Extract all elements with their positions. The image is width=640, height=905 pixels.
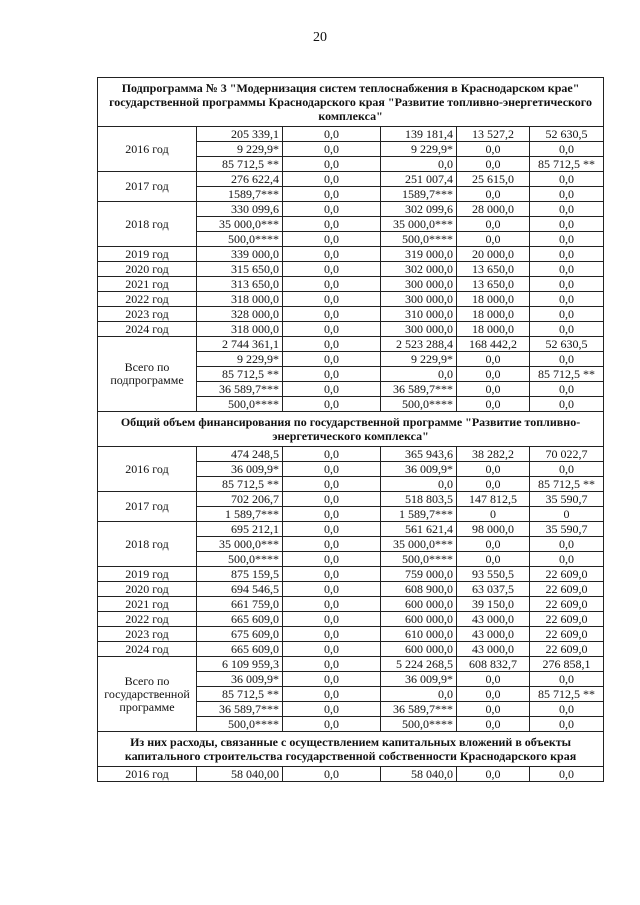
cell-extra-budgetary: 0,0 bbox=[530, 307, 604, 322]
cell-federal-budget: 0,0 bbox=[283, 307, 381, 322]
cell-total: 85 712,5 ** bbox=[197, 367, 283, 382]
cell-extra-budgetary: 0,0 bbox=[530, 277, 604, 292]
section-title: Из них расходы, связанные с осуществлением капитальных вложений в объекты капитального строительства государственной собственности Краснодарского края bbox=[98, 732, 604, 767]
section-header-row bbox=[98, 78, 604, 127]
table-row bbox=[98, 247, 604, 262]
table-row bbox=[98, 597, 604, 612]
cell-federal-budget: 0,0 bbox=[283, 397, 381, 412]
cell-local-budget: 0,0 bbox=[457, 157, 530, 172]
period-label: 2018 год bbox=[98, 202, 197, 247]
financing-table bbox=[97, 77, 604, 782]
cell-total: 85 712,5 ** bbox=[197, 687, 283, 702]
cell-extra-budgetary: 0,0 bbox=[530, 322, 604, 337]
cell-regional-budget: 518 803,5 bbox=[381, 492, 457, 507]
cell-regional-budget: 9 229,9* bbox=[381, 142, 457, 157]
section-title: Общий объем финансирования по государственной программе "Развитие топливно-энергетического комплекса" bbox=[98, 412, 604, 447]
cell-total: 500,0**** bbox=[197, 717, 283, 732]
cell-federal-budget: 0,0 bbox=[283, 247, 381, 262]
section-title: Подпрограмма № 3 "Модернизация систем теплоснабжения в Краснодарском крае" государственной программы Краснодарского края "Развитие топливно-энергетического комплекса" bbox=[98, 78, 604, 127]
period-label: 2022 год bbox=[98, 292, 197, 307]
cell-local-budget: 0,0 bbox=[457, 232, 530, 247]
period-label: 2024 год bbox=[98, 322, 197, 337]
cell-extra-budgetary: 0,0 bbox=[530, 672, 604, 687]
cell-regional-budget: 251 007,4 bbox=[381, 172, 457, 187]
table-row bbox=[98, 172, 604, 187]
cell-extra-budgetary: 0,0 bbox=[530, 292, 604, 307]
table-row bbox=[98, 642, 604, 657]
table-row bbox=[98, 627, 604, 642]
cell-local-budget: 18 000,0 bbox=[457, 322, 530, 337]
cell-extra-budgetary: 85 712,5 ** bbox=[530, 687, 604, 702]
cell-total: 694 546,5 bbox=[197, 582, 283, 597]
cell-extra-budgetary: 52 630,5 bbox=[530, 127, 604, 142]
cell-regional-budget: 759 000,0 bbox=[381, 567, 457, 582]
cell-regional-budget: 302 099,6 bbox=[381, 202, 457, 217]
cell-local-budget: 93 550,5 bbox=[457, 567, 530, 582]
cell-extra-budgetary: 0,0 bbox=[530, 397, 604, 412]
cell-total: 318 000,0 bbox=[197, 322, 283, 337]
cell-federal-budget: 0,0 bbox=[283, 627, 381, 642]
cell-federal-budget: 0,0 bbox=[283, 672, 381, 687]
cell-extra-budgetary: 85 712,5 ** bbox=[530, 157, 604, 172]
table-row bbox=[98, 307, 604, 322]
cell-federal-budget: 0,0 bbox=[283, 462, 381, 477]
period-label: 2021 год bbox=[98, 597, 197, 612]
cell-total: 36 009,9* bbox=[197, 672, 283, 687]
cell-extra-budgetary: 22 609,0 bbox=[530, 627, 604, 642]
cell-local-budget: 13 650,0 bbox=[457, 277, 530, 292]
cell-local-budget: 0,0 bbox=[457, 687, 530, 702]
cell-extra-budgetary: 0,0 bbox=[530, 172, 604, 187]
cell-total: 35 000,0*** bbox=[197, 537, 283, 552]
cell-regional-budget: 9 229,9* bbox=[381, 352, 457, 367]
cell-local-budget: 0,0 bbox=[457, 187, 530, 202]
cell-federal-budget: 0,0 bbox=[283, 367, 381, 382]
cell-extra-budgetary: 52 630,5 bbox=[530, 337, 604, 352]
cell-local-budget: 38 282,2 bbox=[457, 447, 530, 462]
cell-regional-budget: 500,0**** bbox=[381, 397, 457, 412]
cell-federal-budget: 0,0 bbox=[283, 337, 381, 352]
cell-total: 35 000,0*** bbox=[197, 217, 283, 232]
cell-regional-budget: 310 000,0 bbox=[381, 307, 457, 322]
cell-federal-budget: 0,0 bbox=[283, 142, 381, 157]
period-label: 2024 год bbox=[98, 642, 197, 657]
cell-federal-budget: 0,0 bbox=[283, 582, 381, 597]
cell-local-budget: 608 832,7 bbox=[457, 657, 530, 672]
cell-regional-budget: 139 181,4 bbox=[381, 127, 457, 142]
cell-total: 85 712,5 ** bbox=[197, 477, 283, 492]
cell-total: 36 589,7*** bbox=[197, 702, 283, 717]
period-label: 2016 год bbox=[98, 127, 197, 172]
cell-federal-budget: 0,0 bbox=[283, 447, 381, 462]
cell-total: 875 159,5 bbox=[197, 567, 283, 582]
cell-regional-budget: 35 000,0*** bbox=[381, 537, 457, 552]
cell-local-budget: 39 150,0 bbox=[457, 597, 530, 612]
cell-extra-budgetary: 0,0 bbox=[530, 352, 604, 367]
cell-total: 2 744 361,1 bbox=[197, 337, 283, 352]
cell-federal-budget: 0,0 bbox=[283, 612, 381, 627]
cell-local-budget: 25 615,0 bbox=[457, 172, 530, 187]
cell-local-budget: 43 000,0 bbox=[457, 612, 530, 627]
table-row bbox=[98, 567, 604, 582]
table-row bbox=[98, 767, 604, 782]
table-row bbox=[98, 337, 604, 352]
cell-federal-budget: 0,0 bbox=[283, 687, 381, 702]
cell-federal-budget: 0,0 bbox=[283, 322, 381, 337]
cell-extra-budgetary: 0,0 bbox=[530, 537, 604, 552]
table-row bbox=[98, 322, 604, 337]
cell-total: 500,0**** bbox=[197, 232, 283, 247]
cell-local-budget: 0,0 bbox=[457, 552, 530, 567]
table-row bbox=[98, 582, 604, 597]
cell-local-budget: 168 442,2 bbox=[457, 337, 530, 352]
period-label: Всего по подпрограмме bbox=[98, 337, 197, 412]
cell-local-budget: 28 000,0 bbox=[457, 202, 530, 217]
cell-regional-budget: 302 000,0 bbox=[381, 262, 457, 277]
cell-regional-budget: 500,0**** bbox=[381, 232, 457, 247]
cell-federal-budget: 0,0 bbox=[283, 767, 381, 782]
section-header-row bbox=[98, 732, 604, 767]
cell-regional-budget: 600 000,0 bbox=[381, 597, 457, 612]
cell-regional-budget: 5 224 268,5 bbox=[381, 657, 457, 672]
cell-regional-budget: 600 000,0 bbox=[381, 612, 457, 627]
cell-local-budget: 0,0 bbox=[457, 672, 530, 687]
table-row bbox=[98, 447, 604, 462]
cell-federal-budget: 0,0 bbox=[283, 232, 381, 247]
period-label: 2017 год bbox=[98, 172, 197, 202]
cell-extra-budgetary: 0,0 bbox=[530, 462, 604, 477]
cell-total: 665 609,0 bbox=[197, 642, 283, 657]
cell-total: 9 229,9* bbox=[197, 352, 283, 367]
cell-local-budget: 18 000,0 bbox=[457, 307, 530, 322]
period-label: 2018 год bbox=[98, 522, 197, 567]
cell-federal-budget: 0,0 bbox=[283, 507, 381, 522]
cell-federal-budget: 0,0 bbox=[283, 157, 381, 172]
cell-total: 313 650,0 bbox=[197, 277, 283, 292]
cell-federal-budget: 0,0 bbox=[283, 127, 381, 142]
period-label: 2016 год bbox=[98, 447, 197, 492]
cell-local-budget: 0,0 bbox=[457, 352, 530, 367]
period-label: 2020 год bbox=[98, 262, 197, 277]
cell-extra-budgetary: 22 609,0 bbox=[530, 642, 604, 657]
cell-regional-budget: 1 589,7*** bbox=[381, 507, 457, 522]
cell-extra-budgetary: 0,0 bbox=[530, 142, 604, 157]
cell-total: 500,0**** bbox=[197, 552, 283, 567]
cell-extra-budgetary: 0,0 bbox=[530, 232, 604, 247]
cell-regional-budget: 500,0**** bbox=[381, 552, 457, 567]
cell-total: 339 000,0 bbox=[197, 247, 283, 262]
cell-federal-budget: 0,0 bbox=[283, 202, 381, 217]
cell-federal-budget: 0,0 bbox=[283, 382, 381, 397]
cell-regional-budget: 36 009,9* bbox=[381, 672, 457, 687]
cell-extra-budgetary: 0,0 bbox=[530, 217, 604, 232]
cell-regional-budget: 300 000,0 bbox=[381, 292, 457, 307]
period-label: 2023 год bbox=[98, 627, 197, 642]
cell-extra-budgetary: 0,0 bbox=[530, 717, 604, 732]
cell-extra-budgetary: 0,0 bbox=[530, 202, 604, 217]
cell-total: 6 109 959,3 bbox=[197, 657, 283, 672]
cell-extra-budgetary: 70 022,7 bbox=[530, 447, 604, 462]
cell-regional-budget: 561 621,4 bbox=[381, 522, 457, 537]
cell-total: 665 609,0 bbox=[197, 612, 283, 627]
cell-extra-budgetary: 35 590,7 bbox=[530, 492, 604, 507]
cell-total: 85 712,5 ** bbox=[197, 157, 283, 172]
cell-extra-budgetary: 22 609,0 bbox=[530, 567, 604, 582]
cell-regional-budget: 2 523 288,4 bbox=[381, 337, 457, 352]
cell-regional-budget: 0,0 bbox=[381, 687, 457, 702]
cell-extra-budgetary: 22 609,0 bbox=[530, 597, 604, 612]
cell-federal-budget: 0,0 bbox=[283, 187, 381, 202]
cell-local-budget: 43 000,0 bbox=[457, 627, 530, 642]
cell-local-budget: 18 000,0 bbox=[457, 292, 530, 307]
period-label: 2022 год bbox=[98, 612, 197, 627]
cell-federal-budget: 0,0 bbox=[283, 172, 381, 187]
cell-federal-budget: 0,0 bbox=[283, 567, 381, 582]
cell-extra-budgetary: 0,0 bbox=[530, 382, 604, 397]
cell-federal-budget: 0,0 bbox=[283, 492, 381, 507]
cell-extra-budgetary: 0,0 bbox=[530, 552, 604, 567]
cell-total: 276 622,4 bbox=[197, 172, 283, 187]
section-header-row bbox=[98, 412, 604, 447]
cell-total: 1 589,7*** bbox=[197, 507, 283, 522]
cell-local-budget: 63 037,5 bbox=[457, 582, 530, 597]
cell-federal-budget: 0,0 bbox=[283, 477, 381, 492]
cell-extra-budgetary: 85 712,5 ** bbox=[530, 367, 604, 382]
cell-extra-budgetary: 0,0 bbox=[530, 767, 604, 782]
cell-local-budget: 147 812,5 bbox=[457, 492, 530, 507]
cell-local-budget: 13 527,2 bbox=[457, 127, 530, 142]
cell-federal-budget: 0,0 bbox=[283, 597, 381, 612]
cell-local-budget: 0,0 bbox=[457, 367, 530, 382]
cell-regional-budget: 1589,7*** bbox=[381, 187, 457, 202]
cell-local-budget: 0,0 bbox=[457, 537, 530, 552]
cell-federal-budget: 0,0 bbox=[283, 642, 381, 657]
cell-total: 661 759,0 bbox=[197, 597, 283, 612]
cell-federal-budget: 0,0 bbox=[283, 702, 381, 717]
table-row bbox=[98, 202, 604, 217]
cell-federal-budget: 0,0 bbox=[283, 277, 381, 292]
cell-regional-budget: 36 009,9* bbox=[381, 462, 457, 477]
cell-total: 36 009,9* bbox=[197, 462, 283, 477]
cell-total: 315 650,0 bbox=[197, 262, 283, 277]
cell-federal-budget: 0,0 bbox=[283, 537, 381, 552]
cell-regional-budget: 58 040,0 bbox=[381, 767, 457, 782]
cell-regional-budget: 300 000,0 bbox=[381, 277, 457, 292]
cell-local-budget: 0 bbox=[457, 507, 530, 522]
cell-regional-budget: 35 000,0*** bbox=[381, 217, 457, 232]
cell-federal-budget: 0,0 bbox=[283, 292, 381, 307]
table-row bbox=[98, 612, 604, 627]
cell-extra-budgetary: 35 590,7 bbox=[530, 522, 604, 537]
cell-local-budget: 0,0 bbox=[457, 717, 530, 732]
period-label: 2021 год bbox=[98, 277, 197, 292]
cell-extra-budgetary: 22 609,0 bbox=[530, 582, 604, 597]
cell-extra-budgetary: 22 609,0 bbox=[530, 612, 604, 627]
cell-extra-budgetary: 85 712,5 ** bbox=[530, 477, 604, 492]
cell-total: 695 212,1 bbox=[197, 522, 283, 537]
cell-total: 318 000,0 bbox=[197, 292, 283, 307]
cell-regional-budget: 0,0 bbox=[381, 477, 457, 492]
period-label: 2020 год bbox=[98, 582, 197, 597]
cell-total: 500,0**** bbox=[197, 397, 283, 412]
cell-regional-budget: 365 943,6 bbox=[381, 447, 457, 462]
cell-extra-budgetary: 0,0 bbox=[530, 262, 604, 277]
period-label: 2016 год bbox=[98, 767, 197, 782]
period-label: 2017 год bbox=[98, 492, 197, 522]
table-row bbox=[98, 277, 604, 292]
cell-total: 58 040,00 bbox=[197, 767, 283, 782]
cell-regional-budget: 319 000,0 bbox=[381, 247, 457, 262]
table-row bbox=[98, 492, 604, 507]
cell-extra-budgetary: 0 bbox=[530, 507, 604, 522]
table-row bbox=[98, 657, 604, 672]
cell-total: 36 589,7*** bbox=[197, 382, 283, 397]
period-label: Всего по государственной программе bbox=[98, 657, 197, 732]
period-label: 2019 год bbox=[98, 567, 197, 582]
cell-total: 330 099,6 bbox=[197, 202, 283, 217]
cell-total: 205 339,1 bbox=[197, 127, 283, 142]
cell-local-budget: 0,0 bbox=[457, 217, 530, 232]
cell-regional-budget: 608 900,0 bbox=[381, 582, 457, 597]
cell-regional-budget: 0,0 bbox=[381, 367, 457, 382]
cell-local-budget: 0,0 bbox=[457, 767, 530, 782]
cell-extra-budgetary: 0,0 bbox=[530, 702, 604, 717]
cell-local-budget: 0,0 bbox=[457, 382, 530, 397]
cell-federal-budget: 0,0 bbox=[283, 717, 381, 732]
cell-federal-budget: 0,0 bbox=[283, 552, 381, 567]
cell-total: 702 206,7 bbox=[197, 492, 283, 507]
cell-federal-budget: 0,0 bbox=[283, 657, 381, 672]
cell-federal-budget: 0,0 bbox=[283, 522, 381, 537]
cell-regional-budget: 0,0 bbox=[381, 157, 457, 172]
cell-federal-budget: 0,0 bbox=[283, 352, 381, 367]
cell-total: 675 609,0 bbox=[197, 627, 283, 642]
cell-total: 1589,7*** bbox=[197, 187, 283, 202]
cell-local-budget: 13 650,0 bbox=[457, 262, 530, 277]
cell-total: 328 000,0 bbox=[197, 307, 283, 322]
cell-local-budget: 0,0 bbox=[457, 142, 530, 157]
cell-local-budget: 0,0 bbox=[457, 477, 530, 492]
table-row bbox=[98, 127, 604, 142]
period-label: 2019 год bbox=[98, 247, 197, 262]
cell-regional-budget: 36 589,7*** bbox=[381, 382, 457, 397]
cell-local-budget: 0,0 bbox=[457, 397, 530, 412]
cell-regional-budget: 36 589,7*** bbox=[381, 702, 457, 717]
cell-extra-budgetary: 0,0 bbox=[530, 247, 604, 262]
cell-regional-budget: 300 000,0 bbox=[381, 322, 457, 337]
cell-local-budget: 0,0 bbox=[457, 702, 530, 717]
cell-local-budget: 43 000,0 bbox=[457, 642, 530, 657]
cell-regional-budget: 610 000,0 bbox=[381, 627, 457, 642]
cell-extra-budgetary: 0,0 bbox=[530, 187, 604, 202]
cell-extra-budgetary: 276 858,1 bbox=[530, 657, 604, 672]
cell-total: 474 248,5 bbox=[197, 447, 283, 462]
cell-local-budget: 0,0 bbox=[457, 462, 530, 477]
page-number: 20 bbox=[313, 30, 327, 45]
cell-federal-budget: 0,0 bbox=[283, 262, 381, 277]
period-label: 2023 год bbox=[98, 307, 197, 322]
table-row bbox=[98, 522, 604, 537]
cell-regional-budget: 500,0**** bbox=[381, 717, 457, 732]
cell-regional-budget: 600 000,0 bbox=[381, 642, 457, 657]
table-row bbox=[98, 262, 604, 277]
cell-federal-budget: 0,0 bbox=[283, 217, 381, 232]
cell-local-budget: 98 000,0 bbox=[457, 522, 530, 537]
cell-local-budget: 20 000,0 bbox=[457, 247, 530, 262]
table-row bbox=[98, 292, 604, 307]
cell-total: 9 229,9* bbox=[197, 142, 283, 157]
